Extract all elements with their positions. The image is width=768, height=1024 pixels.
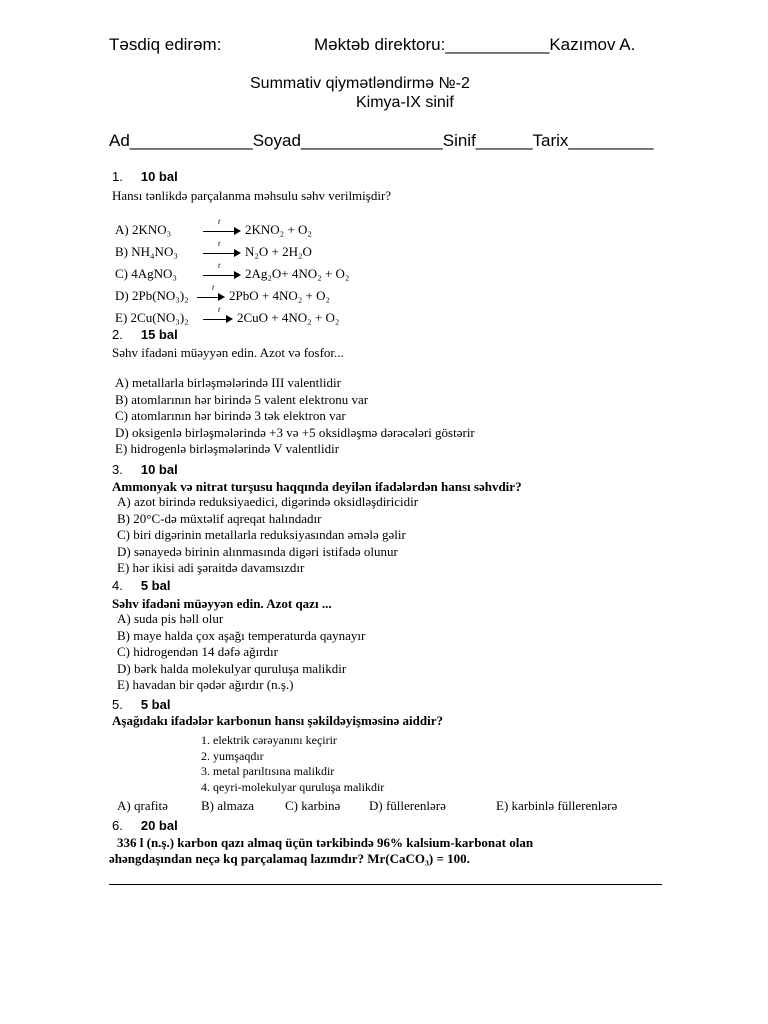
question-5-properties	[201, 733, 384, 795]
equation-products: 2Ag₂O+ 4NO₂ + O₂	[245, 266, 350, 281]
question-number: 5.	[112, 697, 123, 712]
answer-option: E) havadan bir qədər ağırdır (n.ş.)	[117, 677, 294, 692]
reaction-arrow-icon	[203, 239, 241, 258]
question-6-line-2: əhəngdaşından neçə kq parçalamaq lazımdır? Mr(CaCO₃) = 100.	[109, 851, 470, 866]
question-1-option	[115, 283, 331, 304]
property-item: 2. yumşaqdır	[201, 748, 264, 763]
question-5-answer-b: B) almaza	[201, 798, 255, 813]
answer-line	[109, 884, 662, 885]
equation-reactant: B) NH₄NO₃	[115, 244, 178, 259]
property-item: 3. metal parıltısına malikdir	[201, 764, 335, 778]
question-points: 5 bal	[140, 697, 171, 712]
question-5-text: Aşağıdakı ifadələr karbonun hansı şəkildəyişməsinə aiddir?	[112, 713, 443, 728]
question-5-answer-c: C) karbinə	[285, 798, 341, 813]
question-points: 5 bal	[140, 578, 171, 593]
equation-reactant: C) 4AgNO₃	[115, 266, 177, 281]
reaction-arrow-icon	[203, 305, 233, 324]
answer-option: A) azot birində reduksiyaedici, digərində oksidləşdiricidir	[117, 494, 419, 509]
equation-reactant: D) 2Pb(NO₃)₂	[115, 288, 189, 303]
answer-option: C) biri digərinin metallarla reduksiyasından əmələ gəlir	[117, 527, 406, 542]
question-number: 2.	[112, 327, 123, 342]
equation-products: 2CuO + 4NO₂ + O₂	[237, 310, 340, 325]
student-fields: Ad_____________Soyad_______________Sinif______Tarix_________	[109, 131, 654, 150]
approve-label: Təsdiq edirəm:	[109, 35, 222, 54]
property-item: 4. qeyri-molekulyar quruluşa malikdir	[201, 779, 385, 794]
answer-option: B) atomlarının hər birində 5 valent elektronu var	[115, 391, 369, 407]
question-3-text: Ammonyak və nitrat turşusu haqqında deyilən ifadələrdən hansı səhvdir?	[112, 479, 522, 494]
question-number: 1.	[112, 169, 123, 184]
equation-products: 2PbO + 4NO₂ + O₂	[229, 288, 331, 303]
page-title: Summativ qiymətləndirmə №-2	[250, 75, 470, 92]
reaction-arrow-icon	[203, 261, 241, 280]
answer-option: D) sənayedə birinin alınmasında digəri istifadə olunur	[117, 543, 398, 559]
question-5-answer-a: A) qrafitə	[117, 798, 168, 813]
director-line: Məktəb direktoru:___________Kazımov A.	[314, 35, 636, 54]
question-number: 4.	[112, 578, 123, 593]
question-2-options	[115, 375, 475, 458]
question-4-text: Səhv ifadəni müəyyən edin. Azot qazı ...	[112, 596, 332, 611]
question-1-header	[112, 169, 178, 184]
answer-option: B) maye halda çox aşağı temperaturda qaynayır	[117, 627, 366, 643]
question-points: 15 bal	[140, 327, 178, 342]
answer-option: C) atomlarının hər birində 3 tək elektron var	[115, 408, 346, 423]
equation-reactant: A) 2KNO₃	[115, 222, 172, 237]
question-6-line-1: 336 l (n.ş.) karbon qazı almaq üçün tərkibində 96% kalsium-karbonat olan	[117, 835, 534, 850]
arrow-label: t	[218, 239, 221, 249]
arrow-label: t	[218, 305, 221, 315]
question-points: 10 bal	[140, 462, 178, 477]
question-1-option	[115, 305, 340, 326]
reaction-arrow-icon	[197, 283, 225, 302]
question-3-options	[117, 494, 418, 577]
question-1-option	[115, 261, 350, 282]
arrow-label: t	[218, 261, 221, 271]
question-points: 10 bal	[140, 169, 178, 184]
page-subtitle: Kimya-IX sinif	[356, 94, 454, 111]
answer-option: D) oksigenlə birləşmələrində +3 və +5 oksidləşmə dərəcələri göstərir	[115, 424, 475, 440]
question-1-option	[115, 217, 312, 238]
question-4-options	[117, 611, 365, 694]
answer-option: A) metallarla birləşmələrində III valentlidir	[115, 375, 341, 390]
arrow-label: t	[212, 283, 215, 293]
arrow-label: t	[218, 217, 221, 227]
equation-reactant: E) 2Cu(NO₃)₂	[115, 310, 189, 325]
equation-products: 2KNO₂ + O₂	[245, 222, 312, 237]
answer-option: E) hidrogenlə birləşmələrində V valentlidir	[115, 441, 340, 456]
question-1-text: Hansı tənlikdə parçalanma məhsulu səhv verilmişdir?	[112, 188, 392, 203]
question-5-answer-d: D) füllerenlərə	[369, 798, 446, 813]
question-2-header	[112, 327, 178, 342]
question-3-header	[112, 462, 178, 477]
question-number: 3.	[112, 462, 123, 477]
answer-option: D) bərk halda molekulyar quruluşa malikdir	[117, 660, 347, 676]
question-5-header	[112, 697, 170, 712]
question-6-header	[112, 818, 178, 833]
answer-option: B) 20°C-də müxtəlif aqreqat halındadır	[117, 510, 322, 526]
question-5-answer-e: E) karbinlə füllerenlərə	[496, 798, 618, 813]
answer-option: A) suda pis həll olur	[117, 611, 224, 626]
equation-products: N₂O + 2H₂O	[245, 244, 312, 259]
question-1-option	[115, 239, 312, 260]
answer-option: E) hər ikisi adi şəraitdə davamsızdır	[117, 560, 305, 575]
answer-option: C) hidrogendən 14 dəfə ağırdır	[117, 644, 279, 659]
reaction-arrow-icon	[203, 217, 241, 236]
property-item: 1. elektrik cərəyanını keçirir	[201, 733, 337, 747]
question-4-header	[112, 578, 170, 593]
question-2-text: Səhv ifadəni müəyyən edin. Azot və fosfor...	[112, 345, 344, 360]
question-points: 20 bal	[140, 818, 178, 833]
question-number: 6.	[112, 818, 123, 833]
